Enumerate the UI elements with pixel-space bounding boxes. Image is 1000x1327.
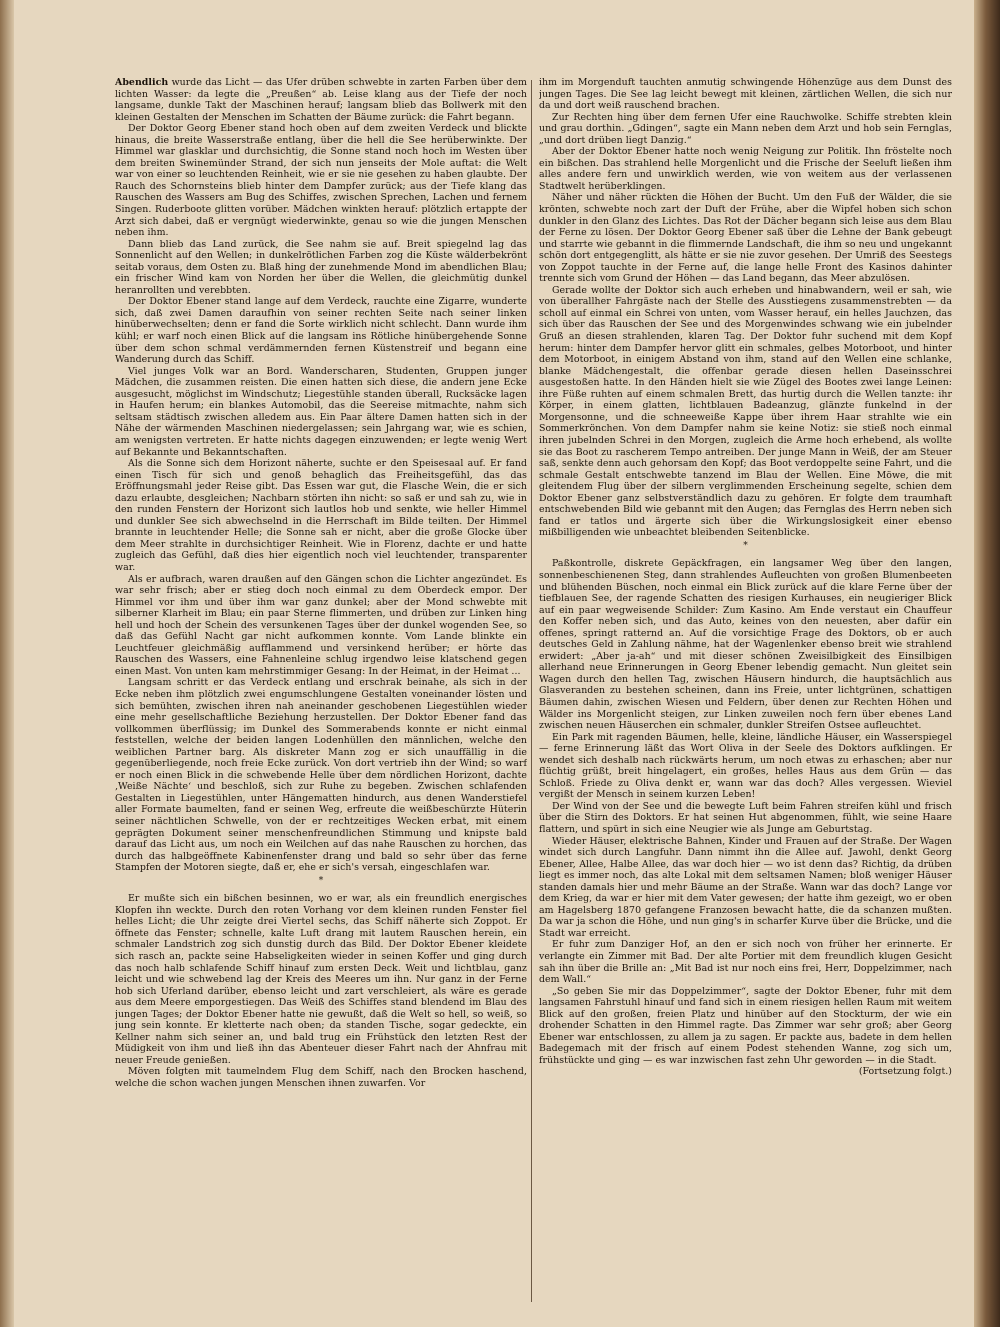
paragraph: Als er aufbrach, waren draußen auf den Gängen schon die Lichter angezündet. Es war sehr frisch; aber er stieg doch noch einmal zu dem Oberdeck empor. Der Himmel vor ihm und über ihm war ganz dunkel; aber der Mond schwebte mit silberner Klarheit im Blau; ein paar Sterne flimmerten, und drüben zur Linken hing hell und hoch der Schein des versunkenen Tages über der dunkel wogenden See, so daß das Gefühl Nacht gar nicht aufkommen konnte. Vom Lande blinkte ein Leuchtfeuer gleichmäßig aufflammend und versinkend herüber; er hörte das Rauschen des Wassers, eine Fahnenleine schlug irgendwo leise klatschend gegen einen Mast. Von unten kam mehrstimmiger Gesang: In der Heimat, in der Heimat ... bbox=[115, 573, 527, 677]
paragraph: Langsam schritt er das Verdeck entlang und erschrak beinahe, als sich in der Ecke neben ihm plötzlich zwei engumschlungene Gestalten voneinander lösten und sich bemühten, zwischen ihren nah aneinander geschobenen Liegestühlen wieder eine mehr gesellschaftliche Beziehung herzustellen. Der Doktor Ebener fand das vollkommen überflüssig; im Dunkel des Sommerabends konnte er nicht einmal feststellen, welche der beiden langen Lodenhüllen den männlichen, welche den weiblichen Partner barg. Als diskreter Mann zog er sich unauffällig in die gegenüberliegende, noch freie Ecke zurück. Von dort vertrieb ihn der Wind; so warf er noch einen Blick in die schwebende Helle über dem nördlichen Horizont, dachte ‚Weiße Nächte‘ und beschloß, sich zur Ruhe zu begeben. Zwischen schlafenden Gestalten in Liegestühlen, unter Hängematten hindurch, aus denen Wanderstiefel aller Formate baumelten, fand er seinen Weg, erfreute die weißbeschürzte Hüterin seiner nächtlichen Schwelle, von der er rechtzeitiges Wecken erbat, mit einem geprägten Dokument seiner menschenfreundlichen Stimmung und knipste bald darauf das Licht aus, um noch ein Weilchen auf das nahe Rauschen zu horchen, das durch das halbgeöffnete Kabinenfenster drang und bald so sehr über das ferne Stampfen der Motoren siegte, daß er, ehe er sich's versah, eingeschlafen war. bbox=[115, 677, 527, 874]
paragraph: Zur Rechten hing über dem fernen Ufer eine Rauchwolke. Schiffe strebten klein und grau dorthin. „Gdingen“, sagte ein Mann neben dem Arzt und hob sein Fernglas, „und dort drüben liegt Danzig.“ bbox=[539, 111, 952, 146]
continuation-note: (Fortsetzung folgt.) bbox=[858, 1066, 952, 1078]
section-separator: * bbox=[318, 875, 324, 886]
paragraph: Ein Park mit ragenden Bäumen, helle, kleine, ländliche Häuser, ein Wasserspiegel — ferne Erinnerung läßt das Wort Oliva in der Seele des Doktors aufklingen. Er wendet sich deshalb nach rückwärts herum, um noch etwas zu erhaschen; aber nur flüchtig grüßt, breit hingelagert, ein großes, helles Haus aus dem Grün — das Schloß. Friede zu Oliva denkt er, wann war das doch? Alles vergessen. Wieviel vergißt der Mensch in seinem kurzen Leben! bbox=[539, 731, 952, 801]
opening-word: Abendlich bbox=[115, 77, 169, 88]
paragraph: Näher und näher rückten die Höhen der Bucht. Um den Fuß der Wälder, die sie krönten, schwebte noch zart der Duft der Frühe, aber die Wipfel hoben sich schon dunkler in den Glanz des Lichtes. Das Rot der Dächer begann sich leise aus dem Blau der Ferne zu lösen. Der Doktor Georg Ebener saß über die Lehne der Bank gebeugt und starrte wie gebannt in die flimmernde Landschaft, die ihm so neu und ungekannt schön dort entgegenglitt, als hätte er sie nie zuvor gesehen. Der Umriß des Seestegs von Zoppot tauchte in der Ferne auf, die lange helle Front des Kasinos dahinter trennte sich vom Grund der Höhen — das Land begann, das Meer abzulösen. bbox=[539, 192, 952, 285]
paragraph: Paßkontrolle, diskrete Gepäckfragen, ein langsamer Weg über den langen, sonnenbeschienenen Steg, dann strahlendes Aufleuchten von großen Blumenbeeten und blühenden Büschen, noch einmal ein Blick zurück auf die klare Ferne über der tiefblauen See, der ragende Schatten des riesigen Kurhauses, ein neugieriger Blick auf ein paar wegweisende Schilder: Zum Kasino. Am Ende verstaut ein Chauffeur den Koffer neben sich, und das Auto, keines von den neuesten, aber dafür ein offenes, springt ratternd an. Auf die vorsichtige Frage des Doktors, ob er auch deutsches Geld in Zahlung nähme, hat der Wagenlenker ebenso breit wie strahlend erwidert: „Aber ja-ah“ und mit dieser schönen Zweisilbigkeit des Einsilbigen allerhand neue Erinnerungen in Georg Ebener lebendig gemacht. Nun gleitet sein Wagen durch den hellen Tag, zwischen Häusern hindurch, die hauptsächlich aus Glasveranden zu bestehen scheinen, dann ins Freie, unter lichtgrünen, schattigen Bäumen dahin, zwischen Wiesen und Feldern, über denen zur Rechten Höhen und Wälder ins Morgenlicht steigen, zur Linken zuweilen noch fern über ebenes Land zwischen neuen Häuserchen ein schmaler, dunkler Streifen Ostsee aufleuchtet. bbox=[539, 558, 952, 732]
paragraph: Aber der Doktor Ebener hatte noch wenig Neigung zur Politik. Ihn fröstelte noch ein bißchen. Das strahlend helle Morgenlicht und die Frische der Seeluft ließen ihm alles andere fern und unwirklich werden, wie von weitem aus der verlassenen Stadtwelt herüberklingen. bbox=[539, 146, 952, 192]
text-column-right bbox=[539, 77, 952, 1305]
paragraph bbox=[115, 77, 527, 123]
paragraph: ihm im Morgenduft tauchten anmutig schwingende Höhenzüge aus dem Dunst des jungen Tages. Die See lag leicht bewegt mit kleinen, zärtlichen Wellen, die sich nur da und dort weiß rauschend brachen. bbox=[539, 77, 952, 112]
paragraph: Der Doktor Ebener stand lange auf dem Verdeck, rauchte eine Zigarre, wunderte sich, daß zwei Damen daraufhin von seiner rechten Seite nach seiner linken hinüberwechselten; denn er fand die Sorte wirklich nicht schlecht. Dann wurde ihm kühl; er warf noch einen Blick auf die langsam ins Rötliche hinübergehende Sonne über dem schon schmal verdämmernden fernen Küstenstreif und begann eine Wanderung durch das Schiff. bbox=[115, 296, 527, 366]
paragraph: Er mußte sich ein bißchen besinnen, wo er war, als ein freundlich energisches Klopfen ihn weckte. Durch den roten Vorhang vor dem kleinen runden Fenster fiel helles Licht; die Uhr zeigte drei Viertel sechs, das Schiff näherte sich Zoppot. Er öffnete das Fenster; schnelle, kalte Luft drang mit lautem Rauschen herein, ein schmaler Landstrich zog sich dunstig durch das Bild. Der Doktor Ebener kleidete sich rasch an, packte seine Habseligkeiten wieder in seinen Koffer und ging durch das noch halb schlafende Schiff hinauf zum ersten Deck. Weit und lichtblau, ganz leicht und wie schwebend lag der Kreis des Meeres um ihn. Nur ganz in der Ferne hob sich Uferland darüber, ebenso leicht und zart verschleiert, als wäre es gerade aus dem Meere emporgestiegen. Das Weiß des Schiffes stand blendend im Blau des jungen Tages; der Doktor Ebener hatte nie gewußt, daß die Welt so hell, so weiß, so jung sein konnte. Er kletterte nach oben; da standen Tische, sogar gedeckte, ein Kellner nahm sich seiner an, und bald trug ein Frühstück den letzten Rest der Müdigkeit von ihm und ließ ihn das Abenteuer dieser Fahrt nach der Ahnfrau mit neuer Freude genießen. bbox=[115, 893, 527, 1066]
paragraph: „So geben Sie mir das Doppelzimmer“, sagte der Doktor Ebener, fuhr mit dem langsamen Fahrstuhl hinauf und fand sich in einem riesigen hellen Raum mit weitem Blick auf den großen, freien Platz und hinüber auf den Stockturm, der wie ein drohender Schatten in den Himmel ragte. Das Zimmer war sehr groß; aber Georg Ebener war entschlossen, zu allem ja zu sagen. Er packte aus, badete in dem hellen Badegemach mit der frisch auf einem Podest stehenden Wanne, zog sich um, frühstückte und ging — es war inzwischen fast zehn Uhr geworden — in die Stadt. bbox=[539, 985, 952, 1066]
paragraph: Er fuhr zum Danziger Hof, an den er sich noch von früher her erinnerte. Er verlangte ein Zimmer mit Bad. Der alte Portier mit dem freundlich klugen Gesicht sah ihn über die Brille an: „Mit Bad ist nur noch eins frei, Herr, Doppelzimmer, nach dem Wall.“ bbox=[539, 939, 952, 986]
column-divider bbox=[531, 80, 532, 1302]
section-separator: * bbox=[743, 540, 748, 551]
paragraph-text: wurde das Licht — das Ufer drüben schwebte in zarten Farben über dem lichten Wasser: da legte die „Preußen“ ab. Leise klang aus der Tiefe der noch langsame, dunkle Takt der Maschinen herauf; langsam blieb das Bollwerk mit den kleinen Gestalten der Menschen im Schatten der Bäume zurück: die Fahrt begann. bbox=[115, 77, 527, 123]
text-column-left bbox=[115, 77, 527, 1305]
binding-edge-right bbox=[974, 0, 1000, 1327]
paragraph: Der Doktor Georg Ebener stand hoch oben auf dem zweiten Verdeck und blickte hinaus, die breite Wasserstraße entlang, über die hell die See herüberwinkte. Der Himmel war glasklar und durchsichtig, die Sonne stand noch hoch im Westen über dem breiten Swinemünder Strand, der sich nun jenseits der Mole auftat: die Welt war von einer so leuchtenden Reinheit, wie er sie nie gesehen zu haben glaubte. Der Rauch des Schornsteins blieb hinter dem Dampfer zurück; aus der Tiefe klang das Rauschen des Wassers am Bug des Schiffes, zwischen Sprechen, Lachen und fernem Singen. Ruderboote glitten vorüber. Mädchen winkten herauf: plötzlich ertappte der Arzt sich dabei, daß er vergnügt wiederwinkte, genau so wie die jungen Menschen neben ihm. bbox=[115, 123, 527, 239]
paragraph: Wieder Häuser, elektrische Bahnen, Kinder und Frauen auf der Straße. Der Wagen windet sich durch Langfuhr. Dann nimmt ihn die Allee auf. Jawohl, denkt Georg Ebener, Allee, Halbe Allee, das war doch hier — wo ist denn das? Richtig, da drüben liegt es immer noch, das alte Lokal mit dem seltsamen Namen; bloß weniger Häuser standen damals hier und mehr Bäume an der Straße. Wann war das doch? Lange vor dem Krieg, da war er hier mit dem Vater gewesen; der hatte ihm gezeigt, wo er oben am Hagelsberg 1870 gefangene Franzosen bewacht hatte, die da schanzen mußten. Da war ja schon die Höhe, und nun ging's in scharfer Kurve über die Brücke, und die Stadt war erreicht. bbox=[539, 835, 952, 939]
paragraph: Als die Sonne sich dem Horizont näherte, suchte er den Speisesaal auf. Er fand einen Tisch für sich und genoß behaglich das Freiheitsgefühl, das das Eröffnungsmahl jeder Reise gibt. Das Essen war gut, die Flasche Wein, die er sich dazu erlaubte, desgleichen; Nachbarn störten ihn nicht: so saß er und sah zu, wie in den runden Fenstern der Horizont sich lautlos hob und senkte, wie heller Himmel und dunkler See sich abwechselnd in die Herrschaft im Bilde teilten. Der Himmel brannte in leuchtender Helle; die Sonne sah er nicht, aber die große Glocke über dem Meer strahlte in durchsichtiger Reinheit. Wie in Florenz, dachte er und hatte zugleich das Gefühl, daß dies hier eigentlich noch viel leuchtender, transparenter war. bbox=[115, 458, 527, 573]
binding-edge-left bbox=[0, 0, 14, 1327]
paragraph: Möven folgten mit taumelndem Flug dem Schiff, nach den Brocken haschend, welche die schon wachen jungen Menschen ihnen zuwarfen. Vor bbox=[115, 1066, 527, 1090]
paragraph: Gerade wollte der Doktor sich auch erheben und hinabwandern, weil er sah, wie von überallher Fahrgäste nach der Stelle des Ausstiegens zusammenstrebten — da scholl auf einmal ein Schrei von unten, vom Wasser herauf, ein helles Jauchzen, das sich über das Rauschen der See und des Morgenwindes schwang wie ein jubelnder Gruß an diesen strahlenden, klaren Tag. Der Doktor fuhr suchend mit dem Kopf herum: hinter dem Dampfer hervor glitt ein schmales, gelbes Motorboot, und hinter dem Motorboot, in einigem Abstand von ihm, stand auf den Wellen eine schlanke, blanke Mädchengestalt, die offenbar gerade diesen hellen Daseinsschrei ausgestoßen hatte. In den Händen hielt sie wie Zügel des Bootes zwei lange Leinen: ihre Füße ruhten auf einem schmalen Brett, das hurtig durch die Wellen tanzte: ihr Körper, in einem glatten, lichtblauen Badeanzug, glänzte funkelnd in der Morgensonne, und die schneeweiße Kappe über ihrem Haar strahlte wie ein Sommerkrönchen. Von dem Dampfer nahm sie keine Notiz: sie stieß noch einmal ihren jubelnden Schrei in den Morgen, zugleich die Arme hoch erhebend, als wollte sie das Boot zu rascherem Tempo antreiben. Der junge Mann in Weiß, der am Steuer saß, senkte denn auch gehorsam den Kopf; das Boot verdoppelte seine Fahrt, und die schmale Gestalt entschwebte tanzend im Blau der Wellen. Eine Möwe, die mit gleitendem Flug über der silbern verglimmenden Erscheinung segelte, schien dem Doktor Ebener ganz selbstverständlich dazu zu gehören. Er folgte dem traumhaft entschwebenden Bild wie gebannt mit den Augen; das Fernglas des Herrn neben sich fand er tatlos und ärgerte sich über die Wirkungslosigkeit einer ebenso mißbilligenden wie unbeachtet bleibenden Seitenblicke. bbox=[539, 284, 952, 539]
paragraph: Viel junges Volk war an Bord. Wanderscharen, Studenten, Gruppen junger Mädchen, die zusammen reisten. Die einen hatten sich diese, die andern jene Ecke ausgesucht, möglichst im Windschutz; Liegestühle standen überall, Rucksäcke lagen in Haufen herum; ein blankes Automobil, das die Seereise mitmachte, nahm sich seltsam städtisch zwischen alledem aus. Ein Paar ältere Damen hatten sich in der Nähe der wärmenden Maschinen niedergelassen; sein Jahrgang war, wie es schien, am wenigsten vertreten. Er hatte nichts dagegen einzuwenden; er legte wenig Wert auf Bekannte und Bekanntschaften. bbox=[115, 365, 527, 458]
paragraph: Dann blieb das Land zurück, die See nahm sie auf. Breit spiegelnd lag das Sonnenlicht auf den Wellen; in dunkelrötlichen Farben zog die Küste wälderbekrönt seitab voraus, dem Osten zu. Blaß hing der zunehmende Mond im abendlichen Blau; ein frischer Wind kam von Norden her über die Wellen, die gleichmütig dunkel heranrollten und verebbten. bbox=[115, 238, 527, 296]
paragraph: Der Wind von der See und die bewegte Luft beim Fahren streifen kühl und frisch über die Stirn des Doktors. Er hat seinen Hut abgenommen, fühlt, wie seine Haare flattern, und spürt in sich eine Neugier wie als Junge am Geburtstag. bbox=[539, 800, 952, 835]
